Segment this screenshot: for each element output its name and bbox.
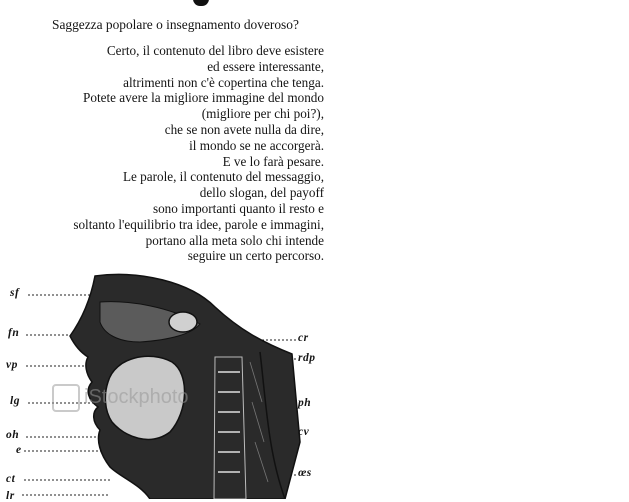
- text-line: altrimenti non c'è copertina che tenga.: [123, 74, 324, 90]
- label-cv: cv: [298, 426, 310, 438]
- text-line: Potete avere la migliore immagine del mondo: [83, 90, 324, 106]
- text-line: sono importanti quanto il resto e: [152, 200, 324, 216]
- text-line: dello slogan, del payoff: [199, 185, 324, 201]
- text-line: ed essere interessante,: [207, 58, 324, 74]
- top-glyph: [193, 0, 209, 6]
- text-line: che se non avete nulla da dire,: [164, 121, 324, 137]
- label-fn: fn: [8, 327, 20, 339]
- watermark-text: iStockphoto: [84, 386, 189, 408]
- label-lr: lr: [6, 490, 15, 502]
- text-line: Certo, il contenuto del libro deve esistere: [106, 43, 324, 58]
- label-rdp: rdp: [298, 352, 316, 364]
- text-line: portano alla meta solo chi intende: [145, 232, 324, 248]
- label-oh: oh: [6, 429, 20, 441]
- label-ph: ph: [298, 397, 312, 409]
- subtitle: Saggezza popolare o insegnamento doveroso?: [52, 17, 299, 32]
- label-ct: ct: [6, 473, 16, 485]
- label-e: e: [16, 444, 22, 456]
- body-text: [20, 43, 324, 264]
- label-oes: œs: [298, 467, 312, 479]
- text-line: seguire un certo percorso.: [187, 248, 324, 264]
- label-cr: cr: [298, 332, 309, 344]
- head-section-drawing: [0, 262, 360, 499]
- label-lg: lg: [10, 395, 20, 407]
- text-line: Le parole, il contenuto del messaggio,: [122, 169, 324, 185]
- anatomy-illustration: [0, 262, 360, 502]
- text-line: (migliore per chi poi?),: [201, 106, 324, 122]
- text-line: soltanto l'equilibrio tra idee, parole e immagini,: [73, 216, 324, 232]
- text-line: E ve lo farà pesare.: [222, 153, 324, 169]
- label-vp: vp: [6, 359, 18, 371]
- label-sf: sf: [10, 287, 20, 299]
- text-line: il mondo se ne accorgerà.: [189, 137, 324, 153]
